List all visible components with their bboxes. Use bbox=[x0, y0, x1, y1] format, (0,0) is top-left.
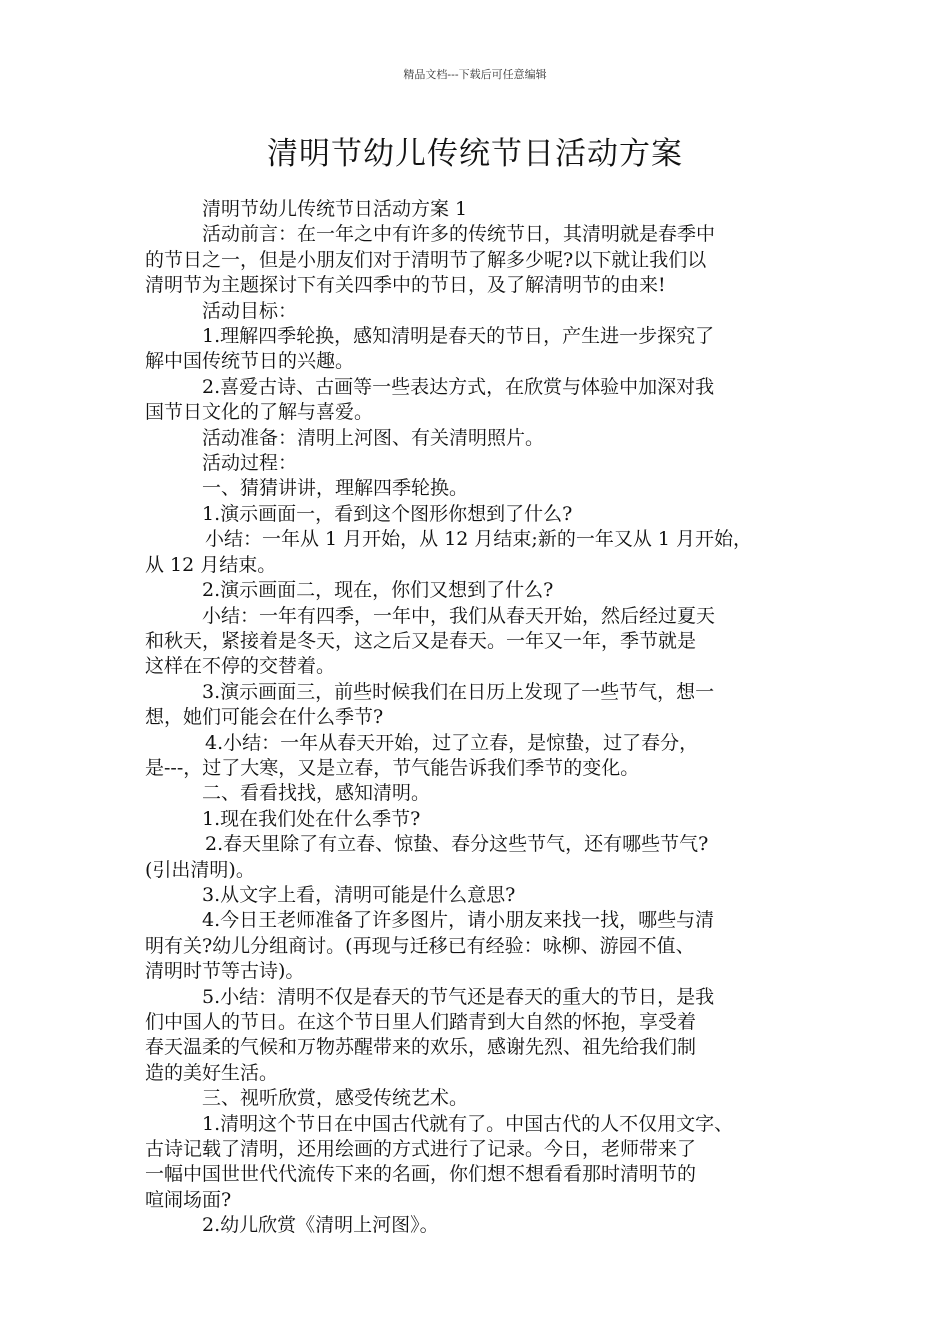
paragraph-line: 清明节为主题探讨下有关四季中的节日，及了解清明节的由来! bbox=[145, 274, 666, 297]
paragraph-line: 小结：一年从 1 月开始，从 12 月结束;新的一年又从 1 月开始， bbox=[205, 528, 752, 551]
paragraph-line: 3.从文字上看，清明可能是什么意思? bbox=[202, 883, 516, 906]
paragraph-line: 和秋天，紧接着是冬天，这之后又是春天。一年又一年，季节就是 bbox=[145, 629, 697, 652]
section-heading: 活动目标： bbox=[202, 299, 298, 322]
paragraph-line: 从 12 月结束。 bbox=[145, 553, 277, 576]
paragraph-line: 4.小结：一年从春天开始，过了立春，是惊蛰，过了春分， bbox=[205, 731, 699, 754]
paragraph-line: 们中国人的节日。在这个节日里人们踏青到大自然的怀抱，享受着 bbox=[145, 1011, 697, 1033]
paragraph-line: 一幅中国世世代代流传下来的名画，你们想不想看看那时清明节的 bbox=[145, 1163, 697, 1186]
paragraph-line: 1.演示画面一，看到这个图形你想到了什么? bbox=[202, 502, 573, 525]
section-heading: 活动过程： bbox=[202, 452, 298, 475]
section-heading: 一、猜猜讲讲，理解四季轮换。 bbox=[202, 477, 469, 500]
paragraph-line: 的节日之一，但是小朋友们对于清明节了解多少呢?以下就让我们以 bbox=[145, 248, 707, 271]
paragraph-line: 4.今日王老师准备了许多图片，请小朋友来找一找，哪些与清 bbox=[202, 909, 715, 932]
paragraph-line: 造的美好生活。 bbox=[145, 1061, 279, 1084]
paragraph-line: 3.演示画面三，前些时候我们在日历上发现了一些节气，想一 bbox=[202, 680, 715, 703]
paragraph-line: 古诗记载了清明，还用绘画的方式进行了记录。今日，老师带来了 bbox=[145, 1138, 697, 1161]
paragraph-line: 活动前言：在一年之中有许多的传统节日，其清明就是春季中 bbox=[202, 223, 716, 246]
paragraph-line: 1.现在我们处在什么季节? bbox=[202, 807, 421, 830]
header-note: 精品文档---下载后可任意编辑 bbox=[403, 68, 547, 81]
paragraph-line: 明有关?幼儿分组商讨。(再现与迁移已有经验：咏柳、游园不值、 bbox=[145, 934, 695, 957]
paragraph-line: 2.幼儿欣赏《清明上河图》。 bbox=[202, 1214, 439, 1237]
subtitle-line: 清明节幼儿传统节日活动方案 1 bbox=[202, 198, 468, 220]
paragraph-line: 活动准备：清明上河图、有关清明照片。 bbox=[202, 426, 545, 449]
paragraph-line: 春天温柔的气候和万物苏醒带来的欢乐，感谢先烈、祖先给我们制 bbox=[145, 1036, 697, 1059]
paragraph-line: 1.理解四季轮换，感知清明是春天的节日，产生进一步探究了 bbox=[202, 325, 715, 348]
paragraph-line: 1.清明这个节日在中国古代就有了。中国古代的人不仅用文字、 bbox=[202, 1112, 734, 1135]
paragraph-line: 这样在不停的交替着。 bbox=[145, 655, 336, 678]
paragraph-line: 2.春天里除了有立春、惊蛰、春分这些节气，还有哪些节气? bbox=[205, 833, 709, 856]
paragraph-line: 喧闹场面? bbox=[145, 1188, 232, 1211]
document-title: 清明节幼儿传统节日活动方案 bbox=[267, 136, 683, 172]
document-body bbox=[145, 197, 810, 1239]
paragraph-line: 2.演示画面二，现在，你们又想到了什么? bbox=[202, 579, 554, 602]
paragraph-line: 想，她们可能会在什么季节? bbox=[145, 706, 384, 729]
section-heading: 三、视听欣赏，感受传统艺术。 bbox=[202, 1087, 469, 1110]
paragraph-line: 清明时节等古诗)。 bbox=[145, 960, 305, 983]
paragraph-line: 2.喜爱古诗、古画等一些表达方式，在欣赏与体验中加深对我 bbox=[202, 375, 715, 398]
paragraph-line: 国节日文化的了解与喜爱。 bbox=[145, 401, 374, 424]
paragraph-line: 解中国传统节日的兴趣。 bbox=[145, 350, 355, 373]
paragraph-line: 小结：一年有四季，一年中，我们从春天开始，然后经过夏天 bbox=[202, 604, 716, 627]
paragraph-line: (引出清明)。 bbox=[145, 858, 255, 881]
section-heading: 二、看看找找，感知清明。 bbox=[202, 782, 431, 805]
paragraph-line: 是---，过了大寒，又是立春，节气能告诉我们季节的变化。 bbox=[145, 756, 640, 779]
paragraph-line: 5.小结：清明不仅是春天的节气还是春天的重大的节日，是我 bbox=[202, 985, 715, 1008]
